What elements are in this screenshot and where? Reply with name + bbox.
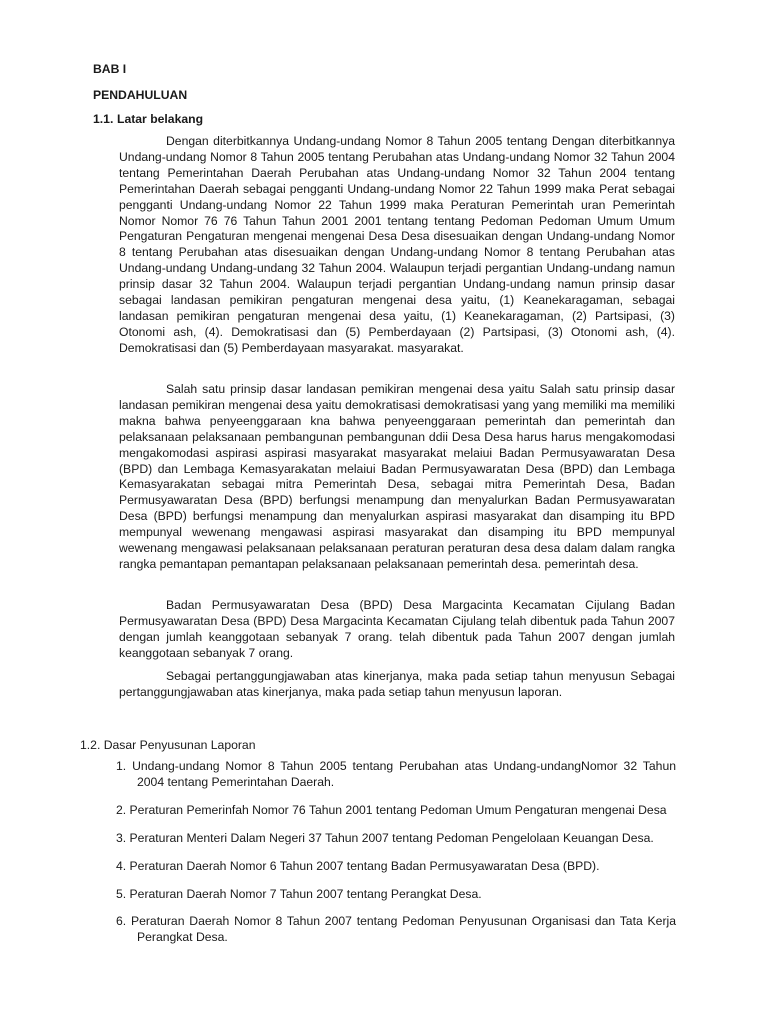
list-item: 1. Undang-undang Nomor 8 Tahun 2005 tentang Perubahan atas Undang-undangNomor 32 Tahun 2004 tentang Pemerintahan Daerah. [116,759,676,789]
paragraph-4: Sebagai pertanggungjawaban atas kinerjanya, maka pada setiap tahun menyusun Sebagai pertanggungjawaban atas kinerjanya, maka pada setiap tahun menyusun laporan. [119,669,675,699]
section-1-1-title: Latar belakang [117,112,204,126]
paragraph-3: Badan Permusyawaratan Desa (BPD) Desa Margacinta Kecamatan Cijulang Badan Permusyawaratan Desa (BPD) Desa Margacinta Kecamatan Cijulang telah dibentuk pada Tahun 2007 dengan jumlah keanggotaan sebanyak 7 orang. telah dibentuk pada Tahun 2007 dengan jumlah keanggotaan sebanyak 7 orang. [119,598,675,660]
chapter-title: PENDAHULUAN [93,88,188,102]
list-item: 4. Peraturan Daerah Nomor 6 Tahun 2007 tentang Badan Permusyawaratan Desa (BPD). [116,858,600,873]
list-item: 5. Peraturan Daerah Nomor 7 Tahun 2007 tentang Perangkat Desa. [116,886,482,901]
regulation-list [116,759,676,946]
paragraph-1: Dengan diterbitkannya Undang-undang Nomor 8 Tahun 2005 tentang Dengan diterbitkannya Undang-undang Nomor 8 Tahun 2005 tentang Perubahan atas Undang-undang Nomor 32 Tahun 2004 tentang Pemerintahan Daerah Perubahan atas Undang-undang Nomor 32 Tahun 2004 tentang Pemerintahan Daerah sebagai pengganti Undang-undang Nomor 22 Tahun 1999 maka Perat sebagai pengganti Undang-undang Nomor 22 Tahun 1999 maka Peraturan Pemerintah uran Pemerintah Nomor Nomor 76 76 Tahun Tahun 2001 2001 tentang tentang Pedoman Pedoman Umum Umum Pengaturan Pengaturan mengenai mengenai Desa Desa disesuaikan dengan Undang-undang Nomor 8 tentang Perubahan atas disesuaikan dengan Undang-undang Nomor 8 tentang Perubahan atas Undang-undang Undang-undang 32 Tahun 2004. Walaupun terjadi pergantian Undang-undang namun prinsip dasar 32 Tahun 2004. Walaupun terjadi pergantian Undang-undang namun prinsip dasar sebagai landasan pemikiran pengaturan mengenai desa yaitu, (1) Keanekaragaman, sebagai landasan pemikiran pengaturan mengenai desa yaitu, (1) Keanekaragaman, (2) Partsipasi, (3) Otonomi ash, (4). Demokratisasi dan (5) Pemberdayaan (2) Partsipasi, (3) Otonomi ash, (4). Demokratisasi dan (5) Pemberdayaan masyarakat. masyarakat. [119,134,675,355]
section-1-1-heading [93,111,203,127]
list-item: 6. Peraturan Daerah Nomor 8 Tahun 2007 tentang Pedoman Penyusunan Organisasi dan Tata Kerja Perangkat Desa. [116,914,676,945]
chapter-label: BAB I [93,62,127,76]
paragraph-2: Salah satu prinsip dasar landasan pemikiran mengenai desa yaitu Salah satu prinsip dasar landasan pemikiran mengenai desa yaitu demokratisasi demokratisasi yang yang memiliki ma memiliki makna bahwa penyeenggaraan kna bahwa penyeenggaraan pemerintah dan pemerintah dan pelaksanaan pelaksanaan pembangunan pembangunan ddii Desa Desa harus harus mengakomodasi mengakomodasi aspirasi aspirasi masyarakat masyarakat melaiui Badan Permusyawaratan Desa (BPD) dan Lembaga Kemasyarakatan melaiui Badan Permusyawaratan Desa (BPD) dan Lembaga Kemasyarakatan sebagai mitra Pemerintah Desa, sebagai mitra Pemerintah Desa, Badan Permusyawaratan Desa (BPD) berfungsi menampung dan menyalurkan Badan Permusyawaratan Desa (BPD) berfungsi menampung dan menyalurkan aspirasi masyarakat dan disamping itu BPD mempunyal wewenang mengawasi aspirasi masyarakat dan disamping itu BPD mempunyal wewenang mengawasi pelaksanaan pelaksanaan peraturan peraturan desa desa dalam dalam rangka rangka pemantapan pemantapan pelaksanaan pelaksanaan pemerintah desa. pemerintah desa. [119,382,675,571]
section-1-1-number: 1.1. [93,112,114,126]
list-item: 3. Peraturan Menteri Dalam Negeri 37 Tahun 2007 tentang Pedoman Pengelolaan Keuangan Desa. [116,830,654,845]
list-item: 2. Peraturan Pemerinfah Nomor 76 Tahun 2001 tentang Pedoman Umum Pengaturan mengenai Desa [116,802,667,817]
section-1-2-heading: 1.2. Dasar Penyusunan Laporan [80,738,256,752]
